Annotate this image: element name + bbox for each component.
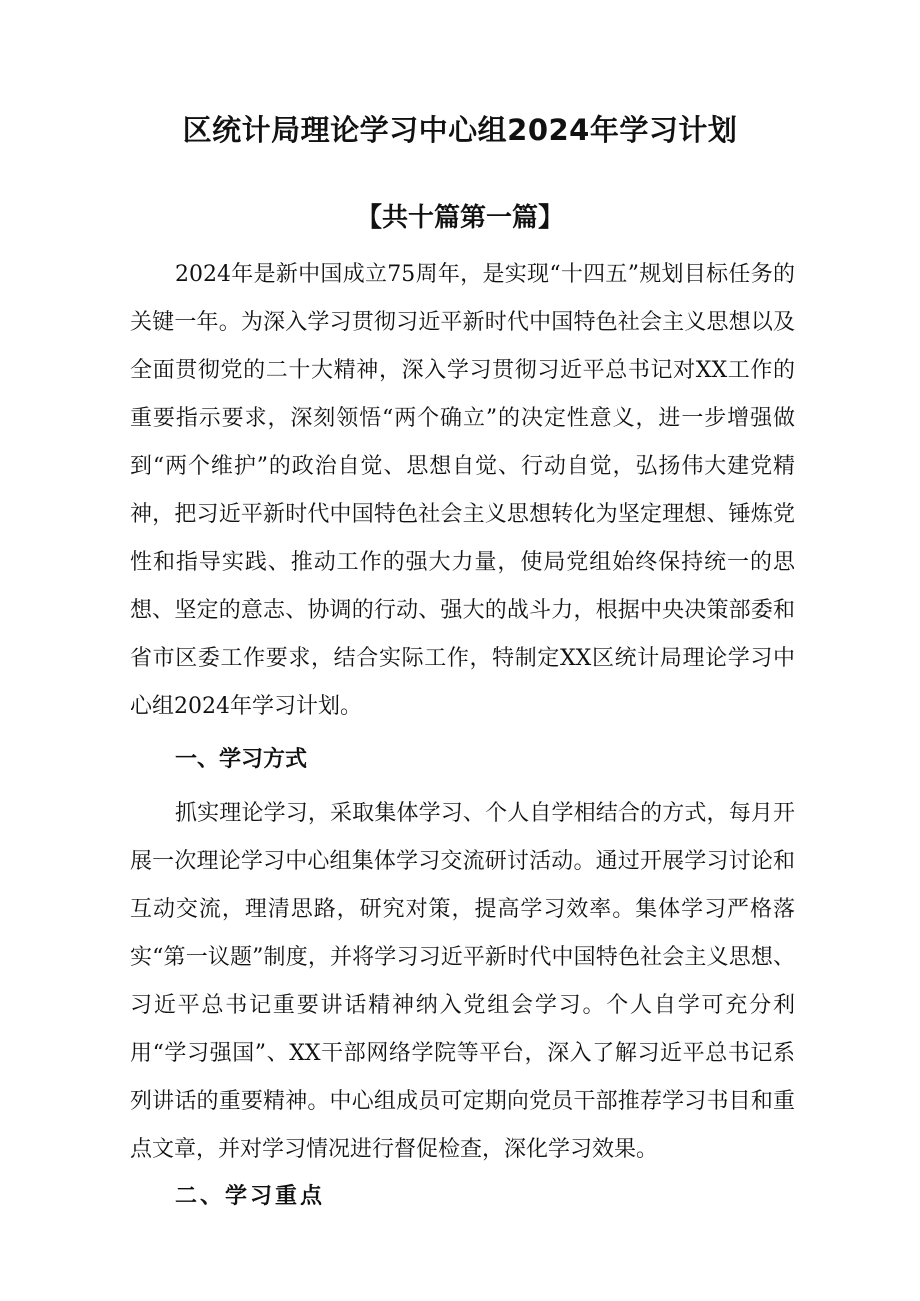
study-method-paragraph: 抓实理论学习，采取集体学习、个人自学相结合的方式，每月开展一次理论学习中心组集体学习交流研讨活动。通过开展学习讨论和互动交流，理清思路，研究对策，提高学习效率。集体学习严格落实“第一议题”制度，并将学习习近平新时代中国特色社会主义思想、习近平总书记重要讲话精神纳入党组会学习。个人自学可充分利用“学习强国”、XX干部网络学院等平台，深入了解习近平总书记系列讲话的重要精神。中心组成员可定期向党员干部推荐学习书目和重点文章，并对学习情况进行督促检查，深化学习效果。 bbox=[130, 801, 795, 1162]
document-subtitle: 【共十篇第一篇】 bbox=[355, 203, 564, 233]
section-heading-study-focus: 二、学习重点 bbox=[175, 1183, 326, 1209]
intro-paragraph: 2024年是新中国成立75周年，是实现“十四五”规划目标任务的关键一年。为深入学习贯彻习近平新时代中国特色社会主义思想以及全面贯彻党的二十大精神，深入学习贯彻习近平总书记对XX工作的重要指示要求，深刻领悟“两个确立”的决定性意义，进一步增强做到“两个维护”的政治自觉、思想自觉、行动自觉，弘扬伟大建党精神，把习近平新时代中国特色社会主义思想转化为坚定理想、锤炼党性和指导实践、推动工作的强大力量，使局党组始终保持统一的思想、坚定的意志、协调的行动、强大的战斗力，根据中央决策部委和省市区委工作要求，结合实际工作，特制定XX区统计局理论学习中心组2024年学习计划。 bbox=[130, 262, 795, 719]
document-title: 区统计局理论学习中心组2024年学习计划 bbox=[182, 113, 738, 147]
section-heading-study-method: 一、学习方式 bbox=[175, 747, 308, 772]
